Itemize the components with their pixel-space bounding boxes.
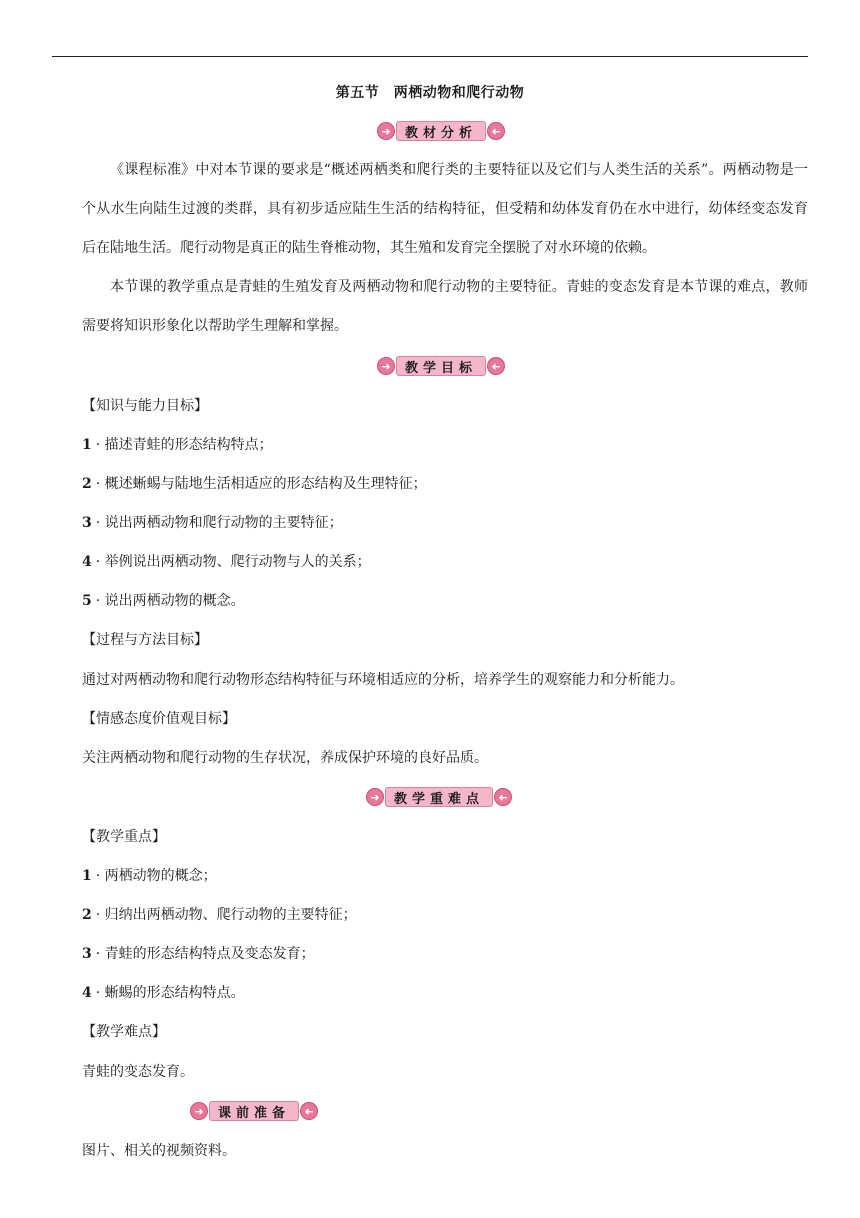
arrow-left-circle-icon: ➜ xyxy=(494,788,512,806)
banner-label: 教学目标 xyxy=(405,360,478,376)
arrow-left-circle-icon: ➜ xyxy=(300,1102,318,1120)
item-number: 1 xyxy=(82,437,92,453)
item-text: · 说出两栖动物和爬行动物的主要特征； xyxy=(95,515,343,531)
item-number: 1 xyxy=(82,868,92,884)
item-number: 5 xyxy=(82,593,92,609)
difficulty-text: 青蛙的变态发育。 xyxy=(82,1064,194,1080)
knowledge-item xyxy=(82,591,245,611)
arrow-left-circle-icon: ➜ xyxy=(487,357,505,375)
item-number: 3 xyxy=(82,946,92,962)
item-text: · 青蛙的形态结构特点及变态发育； xyxy=(95,946,315,962)
emotion-heading: 【情感态度价值观目标】 xyxy=(82,711,236,727)
item-text: · 举例说出两栖动物、爬行动物与人的关系； xyxy=(95,554,371,570)
item-number: 4 xyxy=(82,985,92,1001)
item-text: · 两栖动物的概念； xyxy=(95,868,217,884)
item-number: 3 xyxy=(82,515,92,531)
banner-pill xyxy=(396,121,486,141)
arrow-right-circle-icon: ➜ xyxy=(190,1102,208,1120)
item-text: · 归纳出两栖动物、爬行动物的主要特征； xyxy=(95,907,357,923)
item-number: 4 xyxy=(82,554,92,570)
focus-heading: 【教学重点】 xyxy=(82,829,166,845)
header-rule xyxy=(52,56,808,57)
banner-label: 教学重难点 xyxy=(394,791,485,807)
banner-pill xyxy=(209,1101,299,1121)
analysis-paragraph-1: 《课程标准》中对本节课的要求是“概述两栖类和爬行类的主要特征以及它们与人类生活的关系”。两栖动物是一个从水生向陆生过渡的类群，具有初步适应陆生生活的结构特征，但受精和幼体发育仍在水中进行，幼体经变态发育后在陆地生活。爬行动物是真正的陆生脊椎动物，其生殖和发育完全摆脱了对水环境的依赖。 xyxy=(82,162,808,256)
item-number: 2 xyxy=(82,907,92,923)
process-heading: 【过程与方法目标】 xyxy=(82,632,208,648)
section-banner-analysis xyxy=(377,120,505,142)
arrow-right-circle-icon: ➜ xyxy=(377,357,395,375)
section-banner-key-points xyxy=(366,786,512,808)
difficulty-heading: 【教学难点】 xyxy=(82,1024,166,1040)
focus-item xyxy=(82,944,315,964)
preparation-text: 图片、相关的视频资料。 xyxy=(82,1143,236,1159)
banner-label: 教材分析 xyxy=(405,125,478,141)
knowledge-item xyxy=(82,474,427,494)
arrow-left-circle-icon: ➜ xyxy=(487,122,505,140)
section-banner-objectives xyxy=(377,355,505,377)
item-number: 2 xyxy=(82,476,92,492)
knowledge-item xyxy=(82,435,273,455)
banner-label: 课前准备 xyxy=(218,1105,291,1121)
banner-pill xyxy=(385,787,493,807)
arrow-right-circle-icon: ➜ xyxy=(366,788,384,806)
section-banner-preparation xyxy=(190,1100,318,1122)
focus-item xyxy=(82,983,245,1003)
arrow-right-circle-icon: ➜ xyxy=(377,122,395,140)
emotion-text: 关注两栖动物和爬行动物的生存状况，养成保护环境的良好品质。 xyxy=(82,750,488,766)
item-text: · 蜥蜴的形态结构特点。 xyxy=(95,985,245,1001)
banner-pill xyxy=(396,356,486,376)
focus-item xyxy=(82,866,217,886)
focus-item xyxy=(82,905,357,925)
knowledge-heading: 【知识与能力目标】 xyxy=(82,398,208,414)
page-title: 第五节 两栖动物和爬行动物 xyxy=(335,85,525,101)
knowledge-item xyxy=(82,552,371,572)
item-text: · 描述青蛙的形态结构特点； xyxy=(95,437,273,453)
process-text: 通过对两栖动物和爬行动物形态结构特征与环境相适应的分析，培养学生的观察能力和分析能力。 xyxy=(82,672,684,688)
knowledge-item xyxy=(82,513,343,533)
item-text: · 概述蜥蜴与陆地生活相适应的形态结构及生理特征； xyxy=(95,476,427,492)
item-text: · 说出两栖动物的概念。 xyxy=(95,593,245,609)
analysis-paragraph-2: 本节课的教学重点是青蛙的生殖发育及两栖动物和爬行动物的主要特征。青蛙的变态发育是本节课的难点，教师需要将知识形象化以帮助学生理解和掌握。 xyxy=(82,279,808,334)
